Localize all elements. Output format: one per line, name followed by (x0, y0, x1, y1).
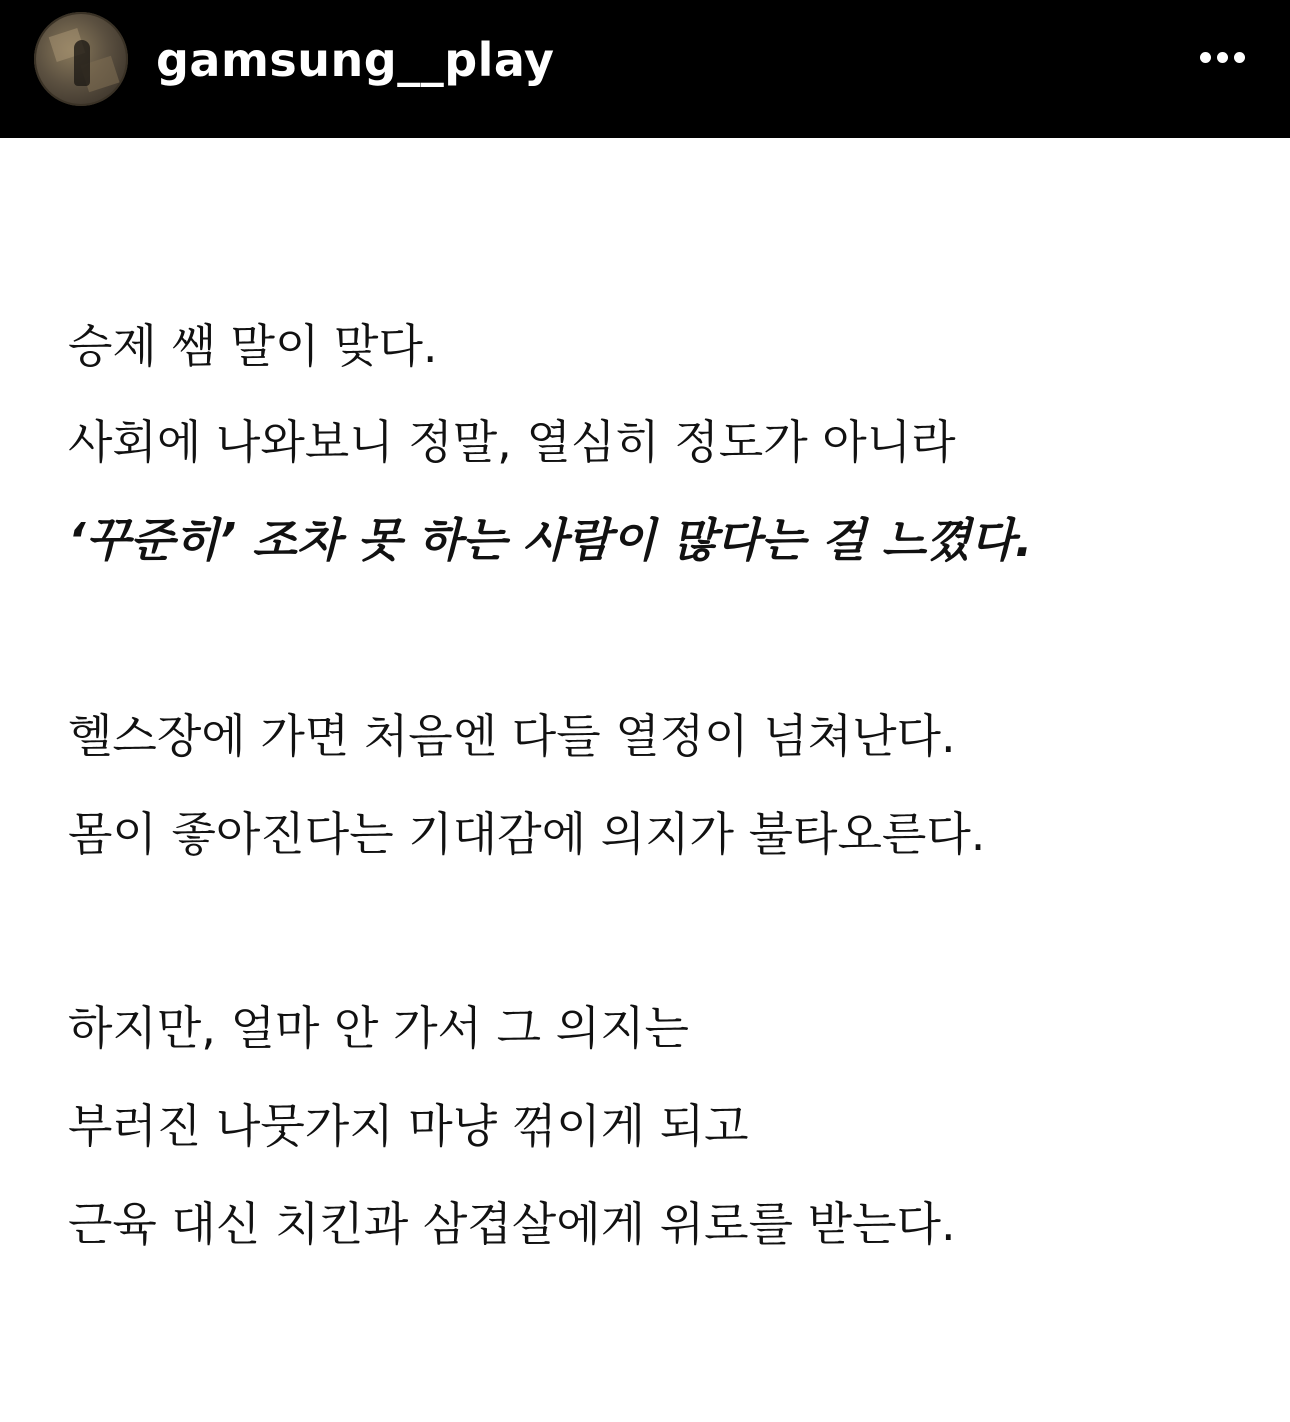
avatar-photo-detail (74, 40, 90, 86)
post-text-line: 하지만, 얼마 안 가서 그 의지는 (68, 1001, 689, 1055)
post-text-line: 부러진 나뭇가지 마냥 꺾이게 되고 (68, 1099, 749, 1153)
more-horizontal-icon (1217, 52, 1228, 63)
profile-avatar[interactable] (34, 12, 128, 106)
post-text-line: 근육 대신 치킨과 삼겹살에게 위로를 받는다. (68, 1197, 956, 1251)
more-options-button[interactable] (1188, 36, 1260, 80)
post-text-line: 몸이 좋아진다는 기대감에 의지가 불타오른다. (68, 807, 986, 861)
username-link[interactable]: gamsung__play (156, 33, 555, 87)
post-text-line: 헬스장에 가면 처음엔 다들 열정이 넘쳐난다. (68, 709, 956, 763)
post-text-line: 승제 쌤 말이 맞다. (68, 319, 438, 373)
post-text-line-emphasized: ‘꾸준히’ 조차 못 하는 사람이 많다는 걸 느꼈다. (68, 513, 1033, 567)
more-horizontal-icon (1200, 52, 1211, 63)
more-horizontal-icon (1234, 52, 1245, 63)
post-text-line: 사회에 나와보니 정말, 열심히 정도가 아니라 (68, 415, 956, 469)
post-header (0, 0, 1290, 138)
